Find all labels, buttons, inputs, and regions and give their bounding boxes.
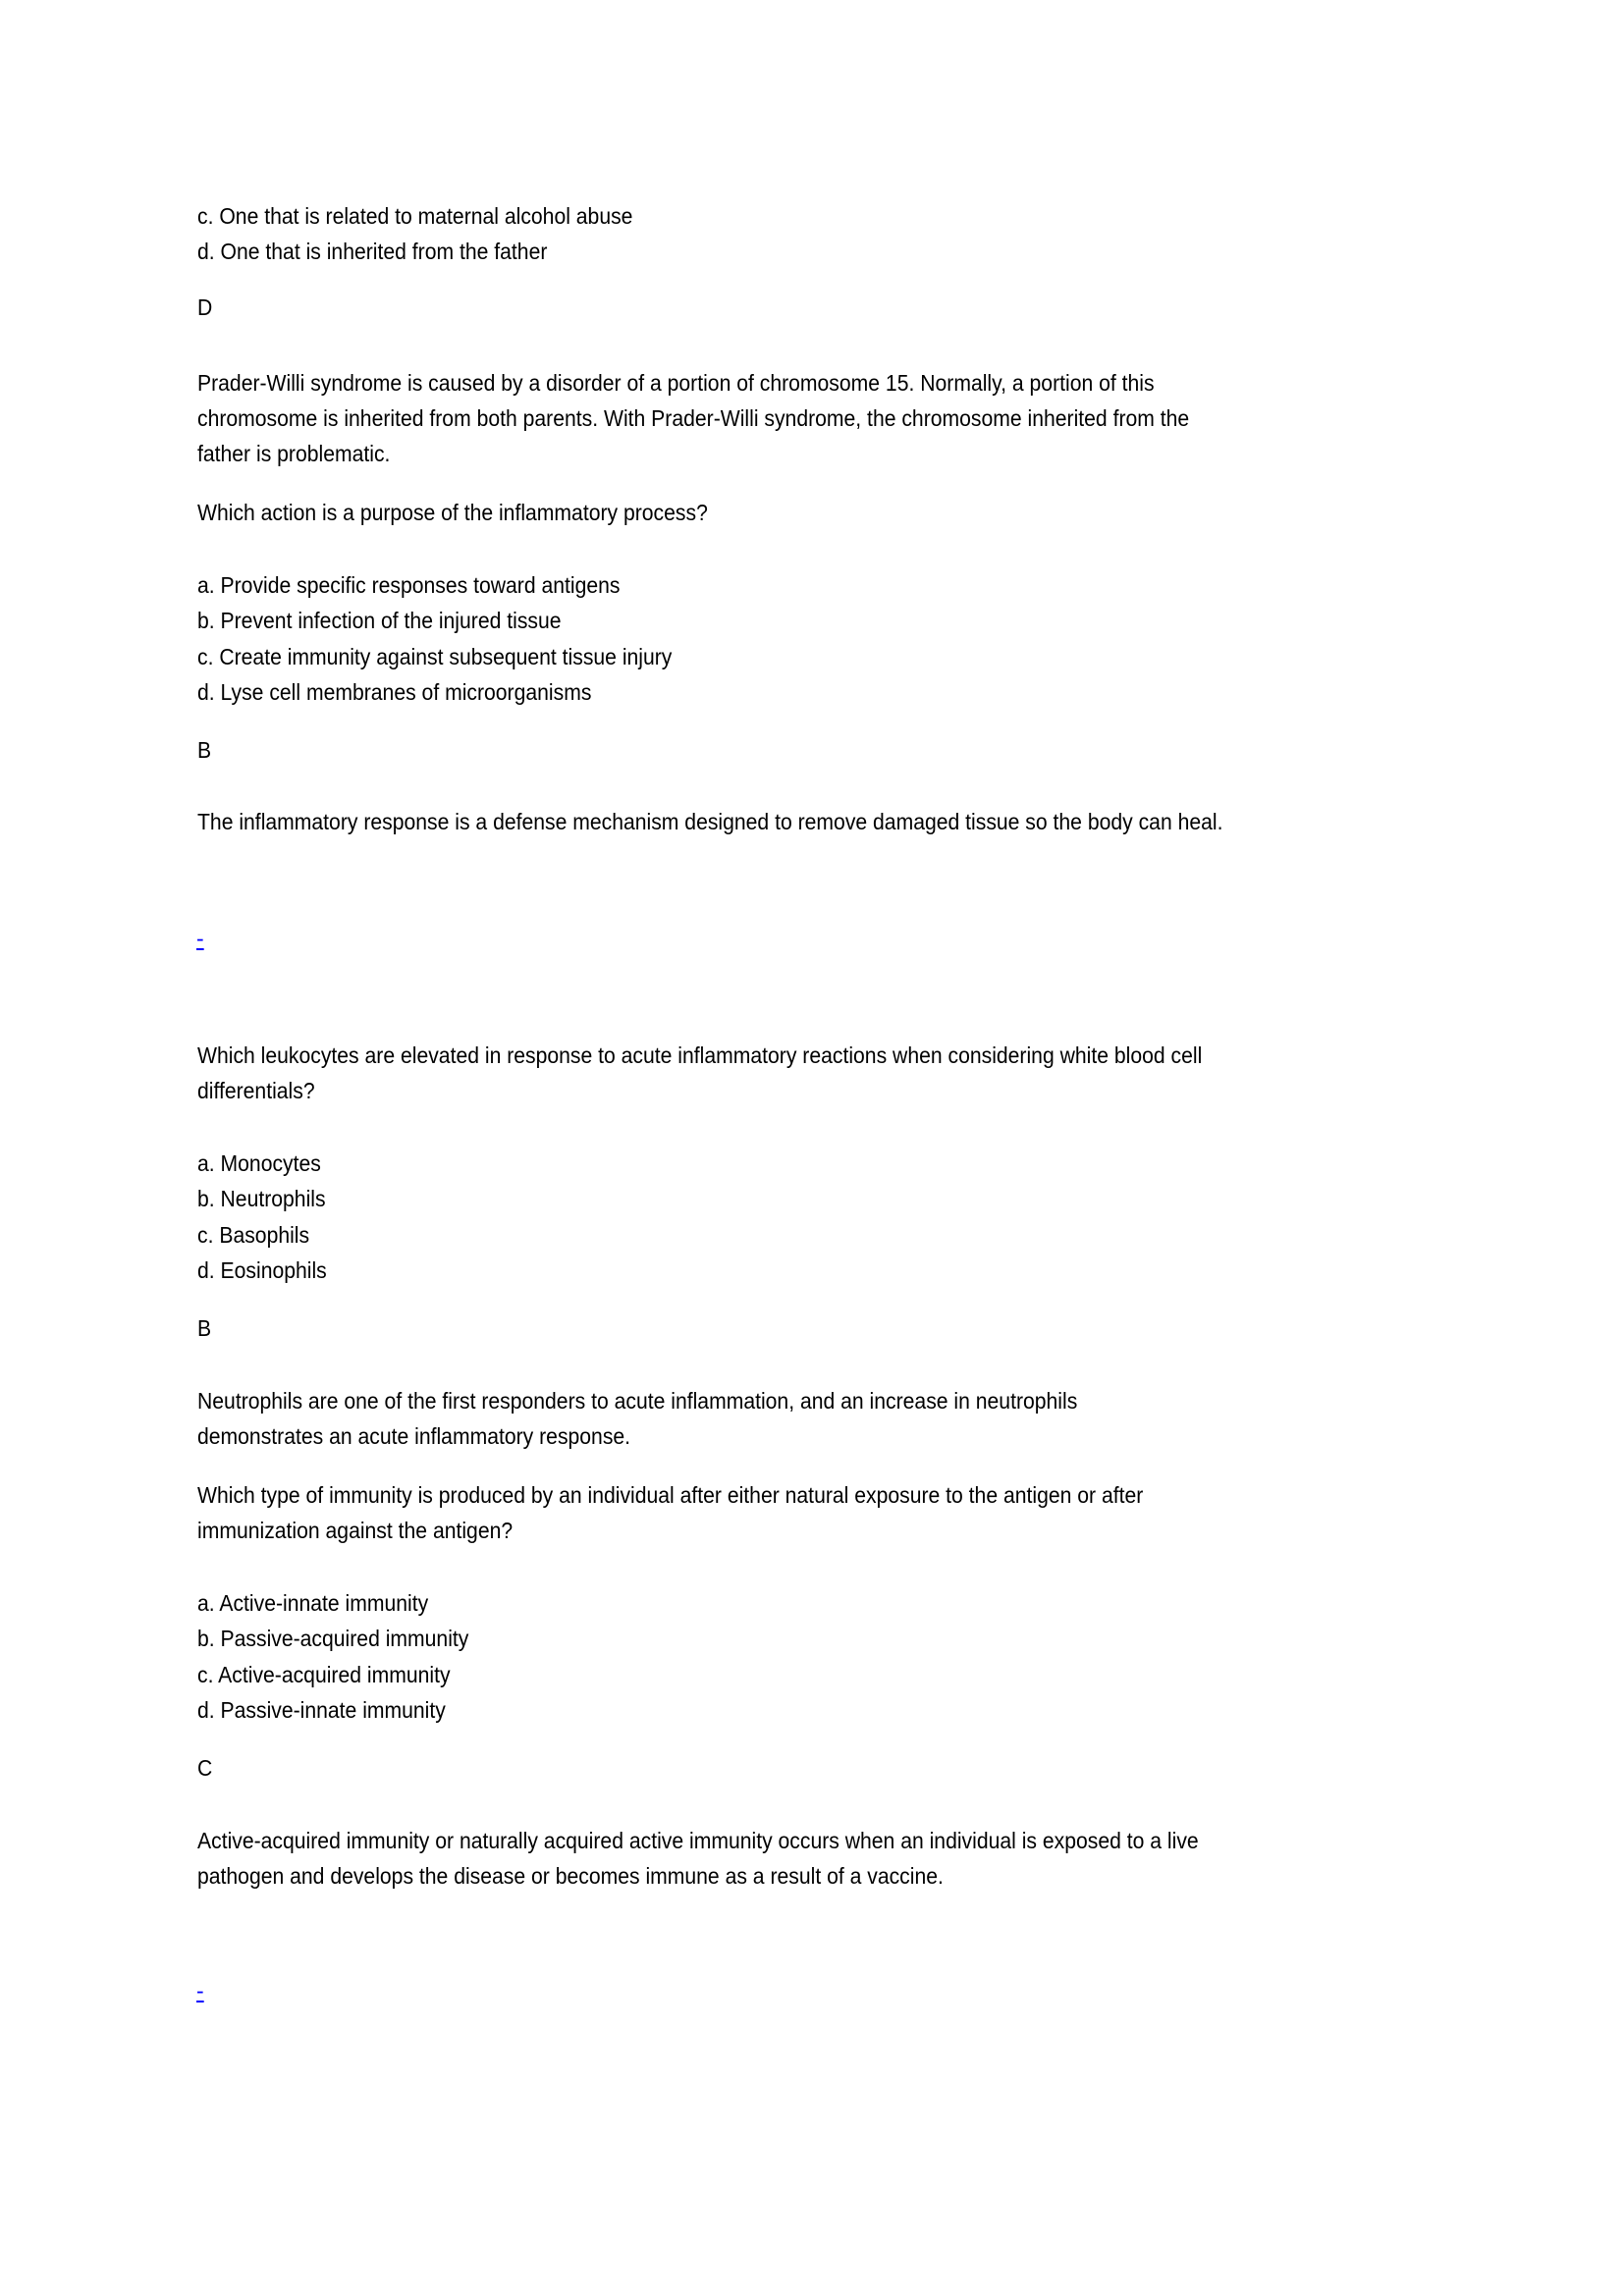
hyperlink-dash[interactable]: - (196, 1978, 204, 2003)
option-c: c. Basophils (197, 1222, 310, 1248)
option-b: b. Prevent infection of the injured tissue (197, 608, 562, 633)
rationale-line: The inflammatory response is a defense mechanism designed to remove damaged tissue so the body can heal. (197, 809, 1223, 834)
rationale-line: Active-acquired immunity or naturally acquired active immunity occurs when an individual is exposed to a live (197, 1828, 1199, 1853)
option-a: a. Active-innate immunity (197, 1590, 429, 1616)
option-a: a. Monocytes (197, 1150, 321, 1176)
option-d: d. Lyse cell membranes of microorganisms (197, 679, 592, 705)
option-c: c. One that is related to maternal alcohol abuse (197, 203, 633, 229)
question-text: Which action is a purpose of the inflammatory process? (197, 500, 708, 525)
answer-key: B (197, 1315, 212, 1341)
option-a: a. Provide specific responses toward antigens (197, 572, 621, 598)
rationale-line: pathogen and develops the disease or becomes immune as a result of a vaccine. (197, 1863, 944, 1889)
rationale-line: demonstrates an acute inflammatory response. (197, 1423, 631, 1449)
option-c: c. Active-acquired immunity (197, 1662, 451, 1687)
question-text: immunization against the antigen? (197, 1518, 514, 1543)
rationale-line: father is problematic. (197, 441, 391, 466)
question-text: Which leukocytes are elevated in response to acute inflammatory reactions when considering white blood cell (197, 1042, 1203, 1068)
rationale-line: chromosome is inherited from both parents. With Prader-Willi syndrome, the chromosome inherited from the (197, 405, 1190, 431)
hyperlink-dash[interactable]: - (196, 926, 204, 951)
option-d: d. Passive-innate immunity (197, 1697, 446, 1723)
rationale-line: Prader-Willi syndrome is caused by a disorder of a portion of chromosome 15. Normally, a portion of this (197, 370, 1155, 396)
answer-key: B (197, 737, 212, 763)
rationale-line: Neutrophils are one of the first responders to acute inflammation, and an increase in neutrophils (197, 1388, 1078, 1414)
answer-key: D (197, 294, 213, 320)
option-d: d. Eosinophils (197, 1257, 327, 1283)
option-b: b. Passive-acquired immunity (197, 1626, 469, 1651)
option-b: b. Neutrophils (197, 1186, 326, 1211)
option-c: c. Create immunity against subsequent tissue injury (197, 644, 673, 669)
answer-key: C (197, 1755, 213, 1781)
question-text: Which type of immunity is produced by an individual after either natural exposure to the antigen or after (197, 1482, 1144, 1508)
option-d: d. One that is inherited from the father (197, 239, 548, 264)
question-text: differentials? (197, 1078, 315, 1103)
